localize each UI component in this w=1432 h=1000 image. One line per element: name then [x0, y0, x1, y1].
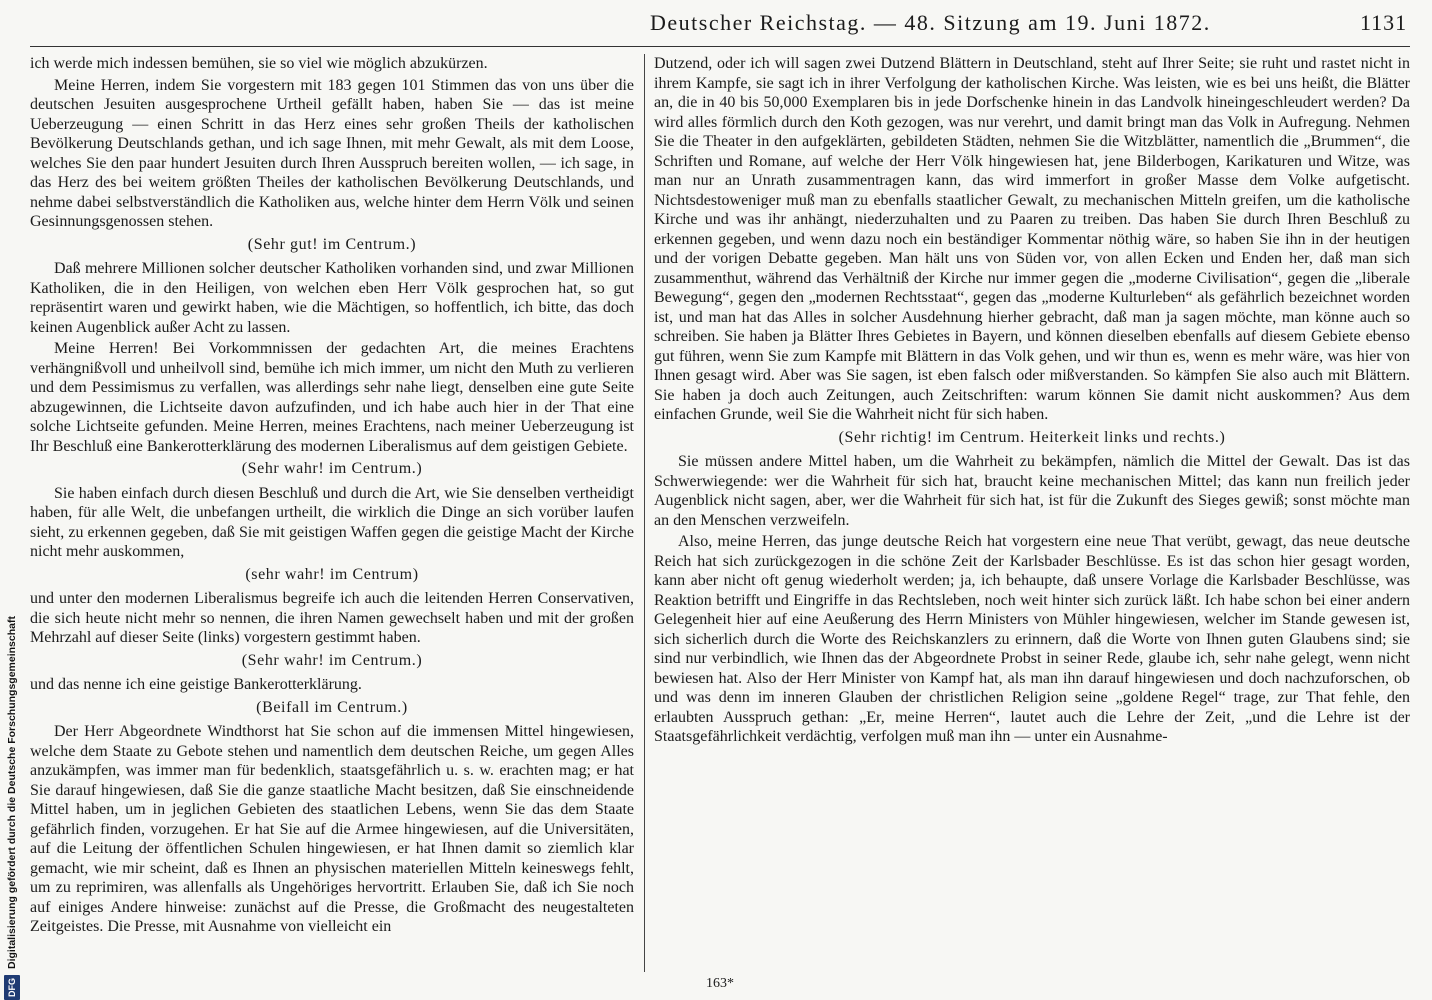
interjection: (Sehr richtig! im Centrum. Heiterkeit links und rechts.) — [838, 428, 1226, 446]
speech-paragraph: Meine Herren! Bei Vorkommnissen der gedachten Art, die meines Erachtens verhängnißvoll und unheilvoll sind, bemühe ich mich immer, um nicht den Muth zu verlieren und dem Pessimismus zu verfallen, was allerdings sehr nahe liegt, denselben eine gute Seite abzugewinnen, die Lichtseite davon aufzufinden, und ich habe auch hier in der That eine solche Lichtseite gefunden. Meine Herren, meines Erachtens, nach meiner Ueberzeugung ist Ihr Beschluß eine Bankerotterklärung des modernen Liberalismus auf dem geistigen Gebiete. — [30, 340, 634, 455]
speech-paragraph: und unter den modernen Liberalismus begreife ich auch die leitenden Herren Conservativen, die sich heute nicht mehr so nennen, die ihren Namen gewechselt haben und mit der großen Mehrzahl auf dieser Seite (links) vorgestern gestimmt haben. — [30, 590, 634, 646]
right-column — [654, 54, 1410, 972]
interjection: (Sehr gut! im Centrum.) — [247, 235, 417, 253]
digitization-note-text: Digitalisierung gefördert durch die Deutsche Forschungsgemeinschaft — [6, 616, 18, 969]
speech-paragraph: Daß mehrere Millionen solcher deutscher Katholiken vorhanden sind, und zwar Millionen Katholiken, die in den Heiligen, von welchen eben Herr Völk gesprochen hat, so gut repräsentirt waren und gewirkt haben, wie die Mächtigen, so hoffentlich, ich bitte, das doch keinen Augenblick außer Acht zu lassen. — [30, 260, 634, 336]
interjection: (Beifall im Centrum.) — [256, 698, 408, 716]
column-divider — [644, 54, 645, 972]
speech-paragraph: und das nenne ich eine geistige Bankerotterklärung. — [30, 676, 362, 693]
interjection: (Sehr wahr! im Centrum.) — [241, 651, 423, 669]
page-number: 1131 — [1360, 10, 1408, 35]
digitization-note — [2, 560, 22, 1000]
speech-paragraph: Sie haben einfach durch diesen Beschluß und durch die Art, wie Sie denselben vertheidigt haben, für alle Welt, die unbefangen urtheilt, die wirklich die Dinge an sich vorüber laufen sieht, zu erkennen gegeben, daß Sie mit geistigen Waffen gegen die geistige Macht der Kirche nicht mehr auskommen, — [30, 484, 634, 560]
speech-paragraph: ich werde mich indessen bemühen, sie so viel wie möglich abzukürzen. — [30, 55, 488, 72]
header-rule — [30, 46, 1410, 47]
speech-paragraph: Also, meine Herren, das junge deutsche Reich hat vorgestern eine neue That verübt, gewagt, das neue deutsche Reich hat sich zurückgezogen in die schöne Zeit der Karlsbader Beschlüsse. Es ist das schon hier gesagt worden, kann aber nicht oft genug wiederholt werden; ja, ich behaupte, daß unsere Vorlage die Karlsbader Beschlüsse, was Reaktion betrifft und Eingriffe in das Rechtsleben, noch weit hinter sich zurück läßt. Ich habe schon bei einer andern Gelegenheit hier auf eine Aeußerung des Herrn Ministers von Mühler hingewiesen, welcher im Stande gewesen ist, sich sicherlich durch die Worte des Reichskanzlers zu erinnern, daß die Worte von Ihnen guten Glaubens sind; sie sind nur verbindlich, wie Ihnen das der Abgeordnete Probst in seiner Rede, glaube ich, sehr nahe gelegt, wenn nicht bewiesen hat. Also der Herr Minister von Kampf hat, als man ihn darauf hingewiesen und doch nachzuforschen, ob und was denn im inneren Glauben der christlichen Religion seine „goldene Regel“ trage, zur That fehle, den erlaubten Ausspruch gethan: „Er, meine Herren“, lautet auch die Lehre der Zeit, „und die Lehre ist der Staatsgefährlichkeit verdächtig, verfolgen muß man ihn — unter ein Ausnahme- — [654, 533, 1410, 745]
speech-paragraph: Sie müssen andere Mittel haben, um die Wahrheit zu bekämpfen, nämlich die Mittel der Gewalt. Das ist das Schwerwiegende: wer die Wahrheit für sich hat, braucht keine mechanischen Mittel; das kann nun freilich jeder Augenblick nicht sagen, aber, wer die Wahrheit für sich hat, ist für die Zukunft des Sieges gewiß; sonst möchte man an den Menschen verzweifeln. — [654, 453, 1410, 529]
speech-paragraph: Dutzend, oder ich will sagen zwei Dutzend Blättern in Deutschland, steht auf Ihrer Seite; sie ruht und rastet nicht in ihrem Kampfe, sie sagt ich in ihrer Verfolgung der katholischen Kirche. Was leisten, wie es bei uns heißt, die Blätter an, die in 40 bis 50,000 Exemplaren bis in jede Dorfschenke hinein in das Landvolk hineingeschleudert werden? Da wird alles förmlich durch den Koth gezogen, was nur verehrt, und damit bringt man das Volk in Aufregung. Nehmen Sie die Theater in den aufgeklärten, gebildeten Städten, nehmen Sie die Witzblätter, namentlich die „Brummen“, die Schriften und Romane, auf welche der Herr Völk hingewiesen hat, jene Bilderbogen, Karikaturen und Witze, was man nur an Unrath zusammentragen kann, das wird immerfort in großer Masse dem Volke aufgetischt. Nichtsdestoweniger muß man zu ebenfalls staatlicher Gewalt, zu mechanischen Mitteln greifen, um die katholische Kirche und was ihr anhängt, niederzuhalten und zu Paaren zu treiben. Das haben Sie durch Ihren Beschluß zu erkennen gegeben, und wenn dazu noch ein beständiger Kommentar nöthig wäre, so haben Sie ihn in der heutigen und der vorigen Debatte gegeben. Man hält uns von Süden vor, von allen Ecken und Enden her, daß man sich zusammenthut, während das Verhältniß der Kirche nur immer gegen die „moderne Civilisation“, gegen die „liberale Bewegung“, gegen den „modernen Rechtsstaat“, gegen das „moderne Kulturleben“ als gefährlich bezeichnet worden ist, und man hat das Alles in solcher Ausdehnung hierher gebracht, daß man ja sagen möchte, man könne auch so schreiben. Sie haben ja Blätter Ihres Gebietes in Bayern, und können dieselben ebenfalls auf diesem Gebiete ebenso gut führen, wenn Sie zum Kampfe mit Blättern in das Volk gehen, und wir thun es, wenn es mehr wäre, was hier von Ihnen gesagt wird. Aber was Sie sagen, ist eben falsch oder mißverstanden. So kämpfen Sie also auch mit Blättern. Sie haben ja doch auch Zeitungen, auch Zeitschriften: warum können Sie damit nicht auskommen? Aus dem einfachen Grunde, weil Sie die Wahrheit nicht für sich haben. — [654, 55, 1410, 423]
interjection: (sehr wahr! im Centrum) — [245, 565, 419, 583]
running-head: Deutscher Reichstag. — 48. Sitzung am 19. Juni 1872. — [650, 10, 1211, 35]
left-column — [30, 54, 634, 972]
speech-paragraph: Meine Herren, indem Sie vorgestern mit 183 gegen 101 Stimmen das von uns über die deutschen Jesuiten ausgesprochene Urtheil gefällt haben, haben Sie — das ist meine Ueberzeugung — einen Schritt in das Herz eines sehr großen Theils der katholischen Bevölkerung Deutschlands gethan, und ich sage Ihnen, mit mehr Gewalt, als mit dem Loose, welches Sie den paar hundert Jesuiten durch Ihren Ausspruch bereiten wollen, — ich sage, in das Herz des bei weitem größten Theiles der katholischen Bevölkerung Deutschlands, und nehme dabei selbstverständlich die Katholiken aus, welche hinter dem Herrn Völk und seinen Gesinnungsgenossen stehen. — [30, 76, 634, 230]
dfg-logo: DFG — [4, 975, 20, 1000]
speech-paragraph: Der Herr Abgeordnete Windthorst hat Sie schon auf die immensen Mittel hingewiesen, welche dem Staate zu Gebote stehen und namentlich dem deutschen Reiche, um gegen Alles anzukämpfen, was immer man für bedenklich, staatsgefährlich u. s. w. erachten mag; er hat Sie darauf hingewiesen, daß Sie die ganze staatliche Macht besitzen, daß Sie einschneidende Mittel haben, um in jeglichen Gebieten des staatlichen Lebens, wenn Sie das dem Staate gefährlich finden, vorzugehen. Er hat Sie auf die Armee hingewiesen, auf die Universitäten, auf die Leitung der öffentlichen Schulen hingewiesen, er hat Ihnen damit so ziemlich klar gemacht, wie mir scheint, daß es Ihnen an physischen materiellen Mitteln keineswegs fehlt, um zu reprimiren, was allenfalls als Ungehöriges hervortritt. Erlauben Sie, daß ich Sie noch auf einiges Andere hinweise: zunächst auf die Presse, die Großmacht des neugestalteten Zeitgeistes. Die Presse, mit Ausnahme von vielleicht ein — [30, 723, 634, 935]
signature-mark: 163* — [706, 976, 734, 991]
interjection: (Sehr wahr! im Centrum.) — [241, 460, 423, 477]
